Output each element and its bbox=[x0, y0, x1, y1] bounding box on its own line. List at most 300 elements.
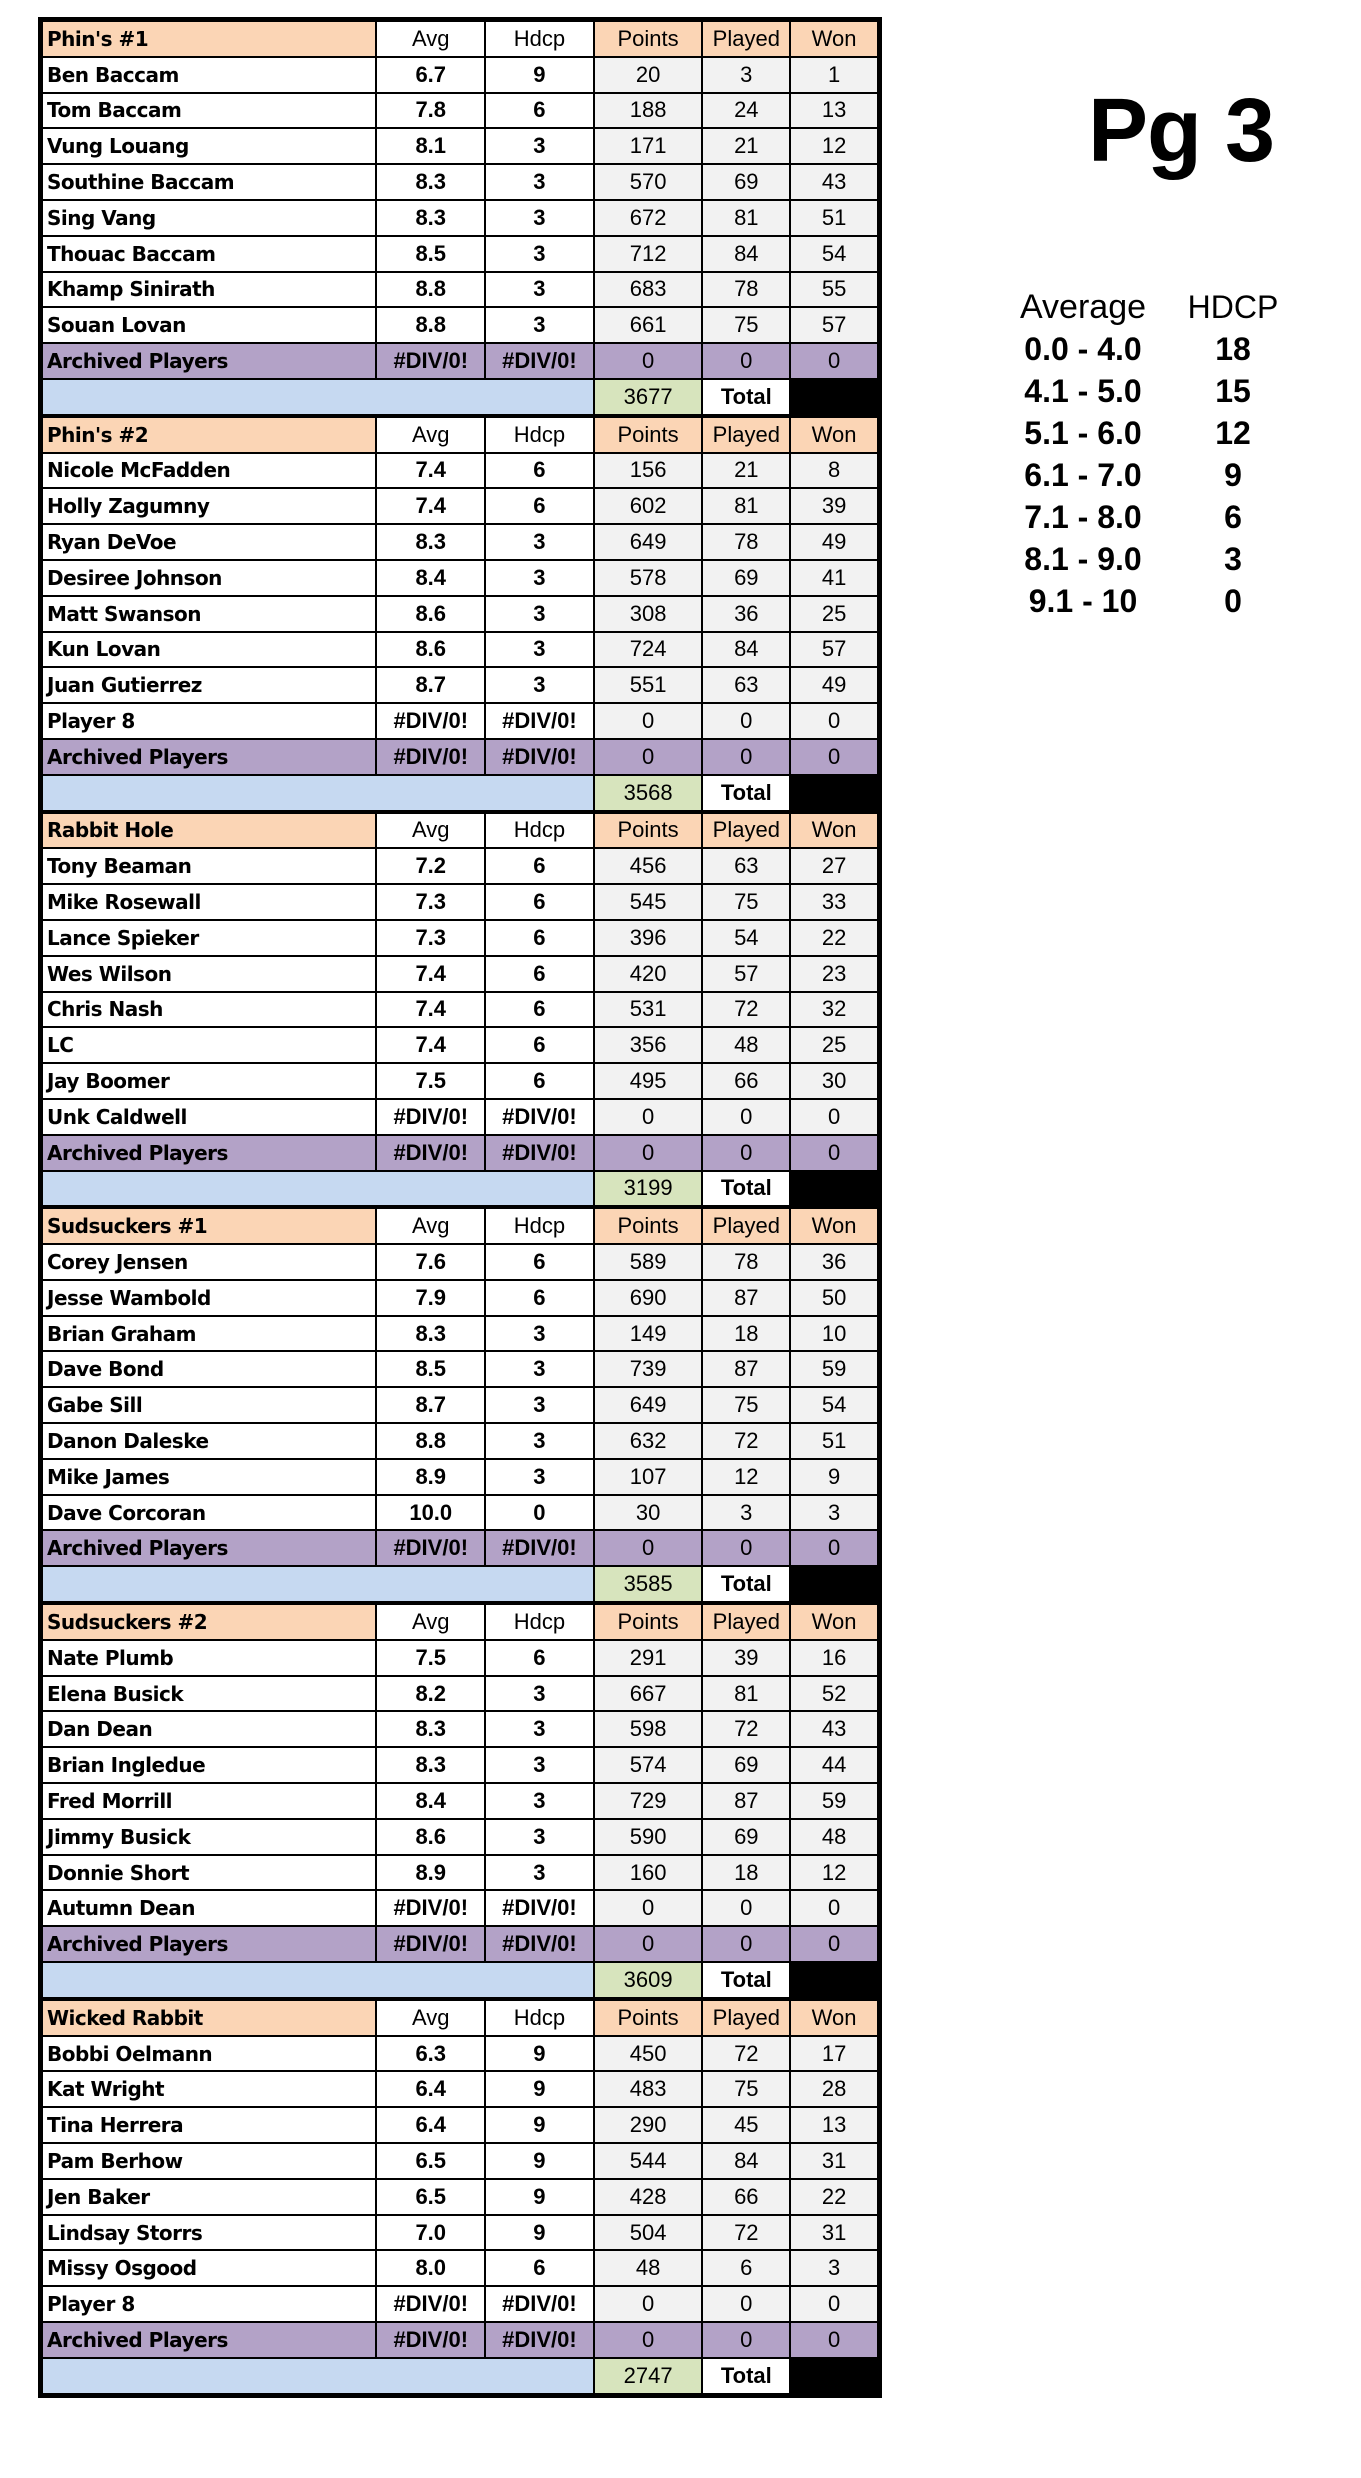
player-row bbox=[42, 1423, 878, 1459]
player-played: 36 bbox=[702, 596, 790, 632]
player-hdcp: #DIV/0! bbox=[485, 703, 594, 739]
player-won: 0 bbox=[790, 1890, 878, 1926]
player-points: 551 bbox=[594, 667, 703, 703]
team-name: Rabbit Hole bbox=[42, 813, 376, 849]
player-avg: 8.3 bbox=[376, 1747, 485, 1783]
player-hdcp: 9 bbox=[485, 2071, 594, 2107]
player-row bbox=[42, 632, 878, 668]
player-avg: 7.4 bbox=[376, 488, 485, 524]
column-header-avg: Avg bbox=[376, 1604, 485, 1640]
player-hdcp: 9 bbox=[485, 2179, 594, 2215]
player-won: 0 bbox=[790, 343, 878, 379]
player-avg: 7.9 bbox=[376, 1280, 485, 1316]
player-points: 598 bbox=[594, 1711, 703, 1747]
player-played: 54 bbox=[702, 920, 790, 956]
column-header-played: Played bbox=[702, 813, 790, 849]
player-hdcp: 3 bbox=[485, 1459, 594, 1495]
player-won: 0 bbox=[790, 703, 878, 739]
player-name: Jimmy Busick bbox=[42, 1819, 376, 1855]
total-row-black-cell bbox=[790, 1566, 878, 1602]
player-hdcp: #DIV/0! bbox=[485, 1926, 594, 1962]
player-won: 51 bbox=[790, 200, 878, 236]
player-name: Wes Wilson bbox=[42, 956, 376, 992]
player-name: Tony Beaman bbox=[42, 848, 376, 884]
player-hdcp: 6 bbox=[485, 2250, 594, 2286]
team-name: Wicked Rabbit bbox=[42, 2000, 376, 2036]
player-hdcp: 3 bbox=[485, 1316, 594, 1352]
player-name: Gabe Sill bbox=[42, 1387, 376, 1423]
player-row bbox=[42, 2036, 878, 2072]
player-hdcp: 3 bbox=[485, 307, 594, 343]
player-played: 75 bbox=[702, 307, 790, 343]
player-points: 107 bbox=[594, 1459, 703, 1495]
player-name: Dave Corcoran bbox=[42, 1495, 376, 1531]
player-avg: 8.0 bbox=[376, 2250, 485, 2286]
player-played: 75 bbox=[702, 884, 790, 920]
player-played: 78 bbox=[702, 1244, 790, 1280]
player-name: Pam Berhow bbox=[42, 2143, 376, 2179]
player-points: 308 bbox=[594, 596, 703, 632]
player-played: 39 bbox=[702, 1640, 790, 1676]
total-label: Total bbox=[702, 775, 790, 811]
player-hdcp: 3 bbox=[485, 1351, 594, 1387]
player-row bbox=[42, 1890, 878, 1926]
player-avg: #DIV/0! bbox=[376, 1926, 485, 1962]
player-points: 570 bbox=[594, 164, 703, 200]
player-name: Dave Bond bbox=[42, 1351, 376, 1387]
player-played: 0 bbox=[702, 1890, 790, 1926]
player-hdcp: 9 bbox=[485, 57, 594, 93]
key-average-range: 9.1 - 10 bbox=[1028, 582, 1138, 619]
team-table bbox=[41, 20, 879, 416]
column-header-played: Played bbox=[702, 1604, 790, 1640]
player-row bbox=[42, 1495, 878, 1531]
player-name: Archived Players bbox=[42, 739, 376, 775]
player-name: Matt Swanson bbox=[42, 596, 376, 632]
total-row-spacer bbox=[42, 2358, 594, 2394]
player-played: 3 bbox=[702, 1495, 790, 1531]
team-name: Phin's #1 bbox=[42, 21, 376, 57]
team-header-row bbox=[42, 1208, 878, 1244]
player-row bbox=[42, 2107, 878, 2143]
player-hdcp: 3 bbox=[485, 236, 594, 272]
player-row bbox=[42, 884, 878, 920]
player-name: Holly Zagumny bbox=[42, 488, 376, 524]
player-row bbox=[42, 956, 878, 992]
archived-players-row bbox=[42, 739, 878, 775]
player-won: 22 bbox=[790, 920, 878, 956]
player-hdcp: 9 bbox=[485, 2215, 594, 2251]
player-row bbox=[42, 560, 878, 596]
player-points: 0 bbox=[594, 343, 703, 379]
column-header-avg: Avg bbox=[376, 2000, 485, 2036]
player-won: 59 bbox=[790, 1351, 878, 1387]
player-played: 81 bbox=[702, 488, 790, 524]
player-name: Brian Graham bbox=[42, 1316, 376, 1352]
player-name: Souan Lovan bbox=[42, 307, 376, 343]
player-avg: #DIV/0! bbox=[376, 2322, 485, 2358]
player-won: 22 bbox=[790, 2179, 878, 2215]
player-row bbox=[42, 1855, 878, 1891]
player-won: 3 bbox=[790, 2250, 878, 2286]
player-played: 69 bbox=[702, 560, 790, 596]
column-header-played: Played bbox=[702, 1208, 790, 1244]
column-header-avg: Avg bbox=[376, 1208, 485, 1244]
handicap-key-table bbox=[1008, 286, 1308, 622]
player-points: 0 bbox=[594, 1890, 703, 1926]
player-hdcp: 3 bbox=[485, 1711, 594, 1747]
player-played: 0 bbox=[702, 703, 790, 739]
player-row bbox=[42, 57, 878, 93]
player-played: 66 bbox=[702, 2179, 790, 2215]
player-name: Sing Vang bbox=[42, 200, 376, 236]
archived-players-row bbox=[42, 1135, 878, 1171]
player-points: 290 bbox=[594, 2107, 703, 2143]
player-played: 87 bbox=[702, 1783, 790, 1819]
total-label: Total bbox=[702, 1962, 790, 1998]
player-hdcp: 6 bbox=[485, 1280, 594, 1316]
team-table bbox=[41, 1999, 879, 2395]
player-avg: 6.4 bbox=[376, 2107, 485, 2143]
player-avg: 6.5 bbox=[376, 2143, 485, 2179]
player-points: 0 bbox=[594, 1530, 703, 1566]
team-header-row bbox=[42, 813, 878, 849]
player-won: 41 bbox=[790, 560, 878, 596]
key-hdcp-value: 12 bbox=[1215, 414, 1251, 451]
column-header-won: Won bbox=[790, 813, 878, 849]
player-hdcp: 3 bbox=[485, 524, 594, 560]
player-hdcp: 9 bbox=[485, 2143, 594, 2179]
player-row bbox=[42, 488, 878, 524]
player-hdcp: 9 bbox=[485, 2036, 594, 2072]
team-name: Sudsuckers #1 bbox=[42, 1208, 376, 1244]
player-played: 0 bbox=[702, 1135, 790, 1171]
player-points: 48 bbox=[594, 2250, 703, 2286]
player-name: Khamp Sinirath bbox=[42, 272, 376, 308]
column-header-played: Played bbox=[702, 417, 790, 453]
player-row bbox=[42, 1783, 878, 1819]
player-name: Corey Jensen bbox=[42, 1244, 376, 1280]
player-points: 188 bbox=[594, 93, 703, 129]
player-row bbox=[42, 200, 878, 236]
player-played: 75 bbox=[702, 1387, 790, 1423]
player-points: 574 bbox=[594, 1747, 703, 1783]
player-hdcp: 3 bbox=[485, 596, 594, 632]
player-row bbox=[42, 2286, 878, 2322]
player-played: 63 bbox=[702, 667, 790, 703]
player-points: 649 bbox=[594, 524, 703, 560]
column-header-hdcp: Hdcp bbox=[485, 1604, 594, 1640]
player-played: 69 bbox=[702, 164, 790, 200]
team-total-row bbox=[42, 1171, 878, 1207]
player-won: 0 bbox=[790, 1135, 878, 1171]
player-avg: 6.7 bbox=[376, 57, 485, 93]
player-hdcp: 3 bbox=[485, 1783, 594, 1819]
team-table bbox=[41, 416, 879, 812]
player-name: Tina Herrera bbox=[42, 2107, 376, 2143]
player-hdcp: 6 bbox=[485, 453, 594, 489]
player-name: Juan Gutierrez bbox=[42, 667, 376, 703]
key-hdcp-value: 3 bbox=[1224, 540, 1242, 577]
key-hdcp-value: 15 bbox=[1215, 372, 1251, 409]
player-hdcp: 3 bbox=[485, 667, 594, 703]
player-hdcp: 6 bbox=[485, 1244, 594, 1280]
player-hdcp: 9 bbox=[485, 2107, 594, 2143]
player-won: 31 bbox=[790, 2215, 878, 2251]
team-table bbox=[41, 1603, 879, 1999]
team-table bbox=[41, 812, 879, 1208]
player-name: Nicole McFadden bbox=[42, 453, 376, 489]
player-points: 649 bbox=[594, 1387, 703, 1423]
player-name: Desiree Johnson bbox=[42, 560, 376, 596]
player-points: 544 bbox=[594, 2143, 703, 2179]
player-avg: #DIV/0! bbox=[376, 1099, 485, 1135]
player-won: 25 bbox=[790, 596, 878, 632]
player-avg: 8.4 bbox=[376, 560, 485, 596]
player-row bbox=[42, 1280, 878, 1316]
player-points: 456 bbox=[594, 848, 703, 884]
total-row-black-cell bbox=[790, 379, 878, 415]
total-label: Total bbox=[702, 1171, 790, 1207]
player-avg: 7.6 bbox=[376, 1244, 485, 1280]
player-played: 81 bbox=[702, 200, 790, 236]
player-played: 81 bbox=[702, 1676, 790, 1712]
player-won: 0 bbox=[790, 1099, 878, 1135]
column-header-won: Won bbox=[790, 417, 878, 453]
player-hdcp: 3 bbox=[485, 164, 594, 200]
column-header-hdcp: Hdcp bbox=[485, 21, 594, 57]
player-hdcp: 6 bbox=[485, 992, 594, 1028]
player-name: Danon Daleske bbox=[42, 1423, 376, 1459]
player-won: 55 bbox=[790, 272, 878, 308]
player-played: 57 bbox=[702, 956, 790, 992]
player-hdcp: 3 bbox=[485, 1855, 594, 1891]
player-avg: #DIV/0! bbox=[376, 739, 485, 775]
player-name: Ben Baccam bbox=[42, 57, 376, 93]
player-won: 17 bbox=[790, 2036, 878, 2072]
player-name: Player 8 bbox=[42, 2286, 376, 2322]
player-won: 9 bbox=[790, 1459, 878, 1495]
player-played: 24 bbox=[702, 93, 790, 129]
player-row bbox=[42, 667, 878, 703]
player-won: 25 bbox=[790, 1027, 878, 1063]
player-won: 49 bbox=[790, 667, 878, 703]
total-row-spacer bbox=[42, 1171, 594, 1207]
key-hdcp-value: 18 bbox=[1215, 330, 1251, 367]
team-name: Sudsuckers #2 bbox=[42, 1604, 376, 1640]
player-row bbox=[42, 1387, 878, 1423]
player-played: 84 bbox=[702, 236, 790, 272]
player-won: 0 bbox=[790, 2286, 878, 2322]
player-avg: 8.4 bbox=[376, 1783, 485, 1819]
player-avg: 8.3 bbox=[376, 1316, 485, 1352]
column-header-won: Won bbox=[790, 2000, 878, 2036]
key-hdcp-value: 6 bbox=[1224, 498, 1242, 535]
player-name: Brian Ingledue bbox=[42, 1747, 376, 1783]
team-name: Phin's #2 bbox=[42, 417, 376, 453]
player-points: 30 bbox=[594, 1495, 703, 1531]
player-points: 0 bbox=[594, 1135, 703, 1171]
team-total-points: 3677 bbox=[594, 379, 703, 415]
player-points: 0 bbox=[594, 1099, 703, 1135]
player-hdcp: #DIV/0! bbox=[485, 343, 594, 379]
player-won: 12 bbox=[790, 1855, 878, 1891]
key-hdcp-value: 9 bbox=[1224, 456, 1242, 493]
player-avg: 8.2 bbox=[376, 1676, 485, 1712]
player-row bbox=[42, 2215, 878, 2251]
team-total-row bbox=[42, 775, 878, 811]
player-won: 31 bbox=[790, 2143, 878, 2179]
player-won: 48 bbox=[790, 1819, 878, 1855]
player-points: 632 bbox=[594, 1423, 703, 1459]
player-points: 712 bbox=[594, 236, 703, 272]
total-row-black-cell bbox=[790, 1171, 878, 1207]
player-row bbox=[42, 236, 878, 272]
player-points: 729 bbox=[594, 1783, 703, 1819]
player-played: 0 bbox=[702, 739, 790, 775]
column-header-won: Won bbox=[790, 1604, 878, 1640]
key-row bbox=[1008, 580, 1308, 622]
player-hdcp: 0 bbox=[485, 1495, 594, 1531]
player-points: 291 bbox=[594, 1640, 703, 1676]
player-avg: #DIV/0! bbox=[376, 343, 485, 379]
player-played: 66 bbox=[702, 1063, 790, 1099]
player-played: 69 bbox=[702, 1747, 790, 1783]
player-name: Southine Baccam bbox=[42, 164, 376, 200]
player-row bbox=[42, 920, 878, 956]
player-name: Lindsay Storrs bbox=[42, 2215, 376, 2251]
player-points: 0 bbox=[594, 703, 703, 739]
player-row bbox=[42, 596, 878, 632]
player-won: 51 bbox=[790, 1423, 878, 1459]
team-standings-sheet bbox=[38, 17, 882, 2398]
player-avg: 7.5 bbox=[376, 1063, 485, 1099]
player-name: Missy Osgood bbox=[42, 2250, 376, 2286]
player-avg: 7.3 bbox=[376, 920, 485, 956]
player-won: 43 bbox=[790, 1711, 878, 1747]
player-won: 33 bbox=[790, 884, 878, 920]
player-row bbox=[42, 703, 878, 739]
player-avg: #DIV/0! bbox=[376, 2286, 485, 2322]
player-row bbox=[42, 992, 878, 1028]
player-avg: 8.3 bbox=[376, 200, 485, 236]
player-hdcp: 3 bbox=[485, 632, 594, 668]
player-won: 50 bbox=[790, 1280, 878, 1316]
player-row bbox=[42, 1640, 878, 1676]
player-row bbox=[42, 272, 878, 308]
player-avg: 8.9 bbox=[376, 1855, 485, 1891]
archived-players-row bbox=[42, 1926, 878, 1962]
total-row-spacer bbox=[42, 1962, 594, 1998]
player-hdcp: #DIV/0! bbox=[485, 739, 594, 775]
player-won: 10 bbox=[790, 1316, 878, 1352]
player-row bbox=[42, 1351, 878, 1387]
player-row bbox=[42, 2250, 878, 2286]
player-points: 20 bbox=[594, 57, 703, 93]
key-average-range: 5.1 - 6.0 bbox=[1024, 414, 1142, 451]
total-row-spacer bbox=[42, 775, 594, 811]
player-row bbox=[42, 2143, 878, 2179]
key-average-range: 6.1 - 7.0 bbox=[1024, 456, 1142, 493]
player-name: Kun Lovan bbox=[42, 632, 376, 668]
player-name: Archived Players bbox=[42, 2322, 376, 2358]
player-hdcp: #DIV/0! bbox=[485, 1890, 594, 1926]
team-total-points: 3199 bbox=[594, 1171, 703, 1207]
player-played: 78 bbox=[702, 524, 790, 560]
column-header-points: Points bbox=[594, 2000, 703, 2036]
player-name: Donnie Short bbox=[42, 1855, 376, 1891]
player-name: Mike Rosewall bbox=[42, 884, 376, 920]
team-header-row bbox=[42, 21, 878, 57]
team-table bbox=[41, 1207, 879, 1603]
player-hdcp: 3 bbox=[485, 1423, 594, 1459]
player-name: Archived Players bbox=[42, 343, 376, 379]
player-points: 483 bbox=[594, 2071, 703, 2107]
column-header-points: Points bbox=[594, 21, 703, 57]
player-row bbox=[42, 1676, 878, 1712]
player-hdcp: 3 bbox=[485, 128, 594, 164]
player-avg: 8.3 bbox=[376, 524, 485, 560]
player-row bbox=[42, 1099, 878, 1135]
column-header-played: Played bbox=[702, 2000, 790, 2036]
player-points: 667 bbox=[594, 1676, 703, 1712]
key-row bbox=[1008, 538, 1308, 580]
player-avg: #DIV/0! bbox=[376, 1890, 485, 1926]
player-avg: 8.3 bbox=[376, 1711, 485, 1747]
player-hdcp: 6 bbox=[485, 488, 594, 524]
team-total-row bbox=[42, 1962, 878, 1998]
player-hdcp: 6 bbox=[485, 1063, 594, 1099]
player-name: Archived Players bbox=[42, 1926, 376, 1962]
player-name: Nate Plumb bbox=[42, 1640, 376, 1676]
player-points: 0 bbox=[594, 1926, 703, 1962]
player-points: 739 bbox=[594, 1351, 703, 1387]
team-total-row bbox=[42, 379, 878, 415]
player-row bbox=[42, 2179, 878, 2215]
player-avg: 8.7 bbox=[376, 667, 485, 703]
player-won: 32 bbox=[790, 992, 878, 1028]
player-won: 57 bbox=[790, 307, 878, 343]
player-name: Lance Spieker bbox=[42, 920, 376, 956]
player-hdcp: #DIV/0! bbox=[485, 1135, 594, 1171]
player-avg: 7.2 bbox=[376, 848, 485, 884]
player-avg: 8.6 bbox=[376, 596, 485, 632]
player-hdcp: 6 bbox=[485, 1640, 594, 1676]
team-header-row bbox=[42, 417, 878, 453]
player-row bbox=[42, 93, 878, 129]
player-played: 45 bbox=[702, 2107, 790, 2143]
player-points: 578 bbox=[594, 560, 703, 596]
player-row bbox=[42, 128, 878, 164]
player-played: 0 bbox=[702, 1530, 790, 1566]
player-name: Ryan DeVoe bbox=[42, 524, 376, 560]
team-header-row bbox=[42, 1604, 878, 1640]
player-avg: #DIV/0! bbox=[376, 1135, 485, 1171]
player-points: 683 bbox=[594, 272, 703, 308]
player-avg: 6.4 bbox=[376, 2071, 485, 2107]
player-played: 48 bbox=[702, 1027, 790, 1063]
player-won: 3 bbox=[790, 1495, 878, 1531]
column-header-avg: Avg bbox=[376, 417, 485, 453]
key-row bbox=[1008, 370, 1308, 412]
player-name: Dan Dean bbox=[42, 1711, 376, 1747]
player-hdcp: #DIV/0! bbox=[485, 1530, 594, 1566]
player-name: Player 8 bbox=[42, 703, 376, 739]
player-avg: 7.8 bbox=[376, 93, 485, 129]
player-hdcp: 3 bbox=[485, 560, 594, 596]
key-header-row bbox=[1008, 286, 1308, 328]
player-avg: #DIV/0! bbox=[376, 703, 485, 739]
